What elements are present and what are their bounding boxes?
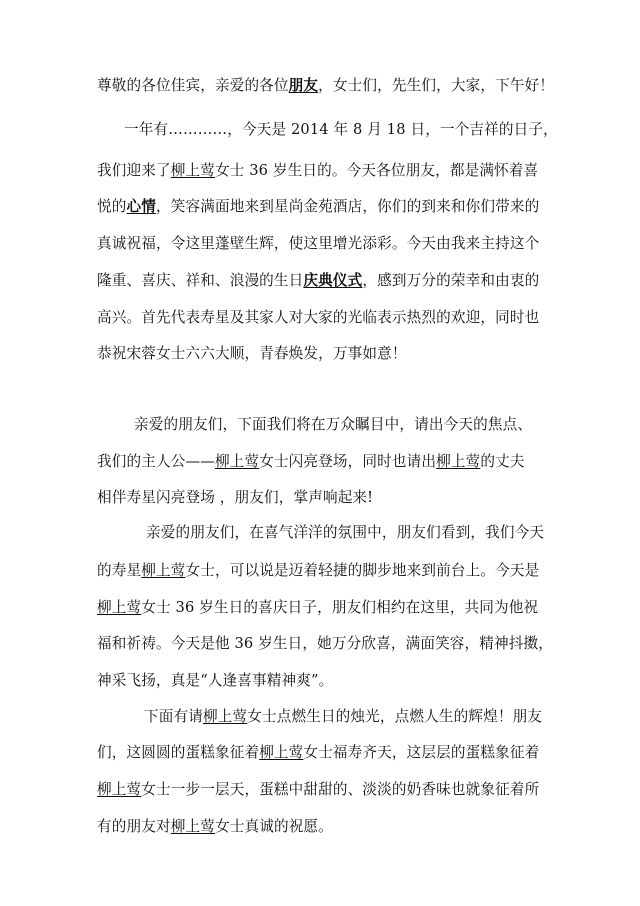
text-run: 悦的 — [97, 198, 127, 215]
text-run: 们，这圆圆的蛋糕象征着 — [97, 744, 260, 761]
text-run: 女士 36 岁生日的喜庆日子，朋友们相约在这里，共同为他祝 — [141, 599, 539, 616]
text-run: 有的朋友对 — [97, 818, 171, 835]
bold-underlined-term: 心情 — [126, 198, 156, 215]
text-run: ，笑容满面地来到星尚金苑酒店，你们的到来和你们带来的 — [156, 198, 540, 215]
text-line — [146, 523, 544, 543]
text-run: ，女士们，先生们，大家，下午好！ — [318, 77, 555, 94]
text-run: 女士闪亮登场，同时也请出 — [259, 453, 437, 470]
text-line — [97, 561, 539, 581]
text-run: 亲爱的朋友们，下面我们将在万众瞩目中，请出今天的焦点、 — [134, 416, 533, 433]
text-run: 的丈夫 — [480, 453, 525, 470]
text-run: 真诚祝福，令这里蓬壁生辉，使这里增光添彩。今天由我来主持这个 — [97, 235, 540, 252]
text-run: 亲爱的朋友们，在喜气洋洋的氛围中，朋友们看到，我们今天 — [146, 524, 545, 541]
underlined-name: 柳上莺 — [97, 781, 142, 798]
underlined-name: 柳上莺 — [141, 562, 186, 579]
underlined-name: 柳上莺 — [202, 708, 248, 725]
text-line — [144, 707, 542, 727]
text-line — [97, 743, 539, 763]
underlined-name: 柳上莺 — [214, 453, 260, 470]
text-line — [97, 634, 553, 654]
text-run: 下面有请 — [144, 708, 203, 725]
text-line — [97, 780, 539, 800]
text-run: 我们的主人公—— — [97, 453, 215, 470]
text-run: 女士 36 岁生日的。今天各位朋友，都是满怀着喜 — [214, 162, 539, 179]
text-line — [124, 120, 558, 140]
underlined-name: 柳上莺 — [97, 599, 142, 616]
text-line — [97, 308, 539, 328]
text-run: 恭祝宋蓉女士六六大顺，青春焕发，万事如意！ — [97, 345, 407, 362]
text-line — [134, 415, 532, 435]
text-line — [97, 271, 539, 291]
text-run: 女士真诚的祝愿。 — [214, 818, 333, 835]
text-run: 一年有…………，今天是 2014 年 8 月 18 日，一个吉祥的日子， — [124, 121, 558, 138]
bold-underlined-term: 庆典仪式 — [303, 272, 363, 289]
underlined-name: 柳上莺 — [436, 453, 481, 470]
text-run: 女士点燃生日的烛光，点燃人生的辉煌！朋友 — [247, 708, 543, 725]
text-run: 相伴寿星闪亮登场 ，朋友们，掌声响起来! — [97, 489, 374, 506]
text-line — [97, 817, 333, 837]
underlined-name: 柳上莺 — [170, 818, 215, 835]
text-run: 女士，可以说是迈着轻捷的脚步地来到前台上。今天是 — [185, 562, 540, 579]
text-run: 的寿星 — [97, 562, 142, 579]
text-line — [97, 161, 538, 181]
text-run: 女士一步一层天，蛋糕中甜甜的、淡淡的奶香味也就象征着所 — [141, 781, 540, 798]
text-run: 女士福寿齐天，这层层的蛋糕象征着 — [303, 744, 540, 761]
text-run: 神采飞扬，真是“人逢喜事精神爽”。 — [97, 672, 334, 689]
bold-underlined-term: 朋友 — [288, 77, 319, 94]
text-line — [97, 76, 554, 96]
text-run: 隆重、喜庆、祥和、浪漫的生日 — [97, 272, 304, 289]
text-run: 福和祈祷。今天是他 36 岁生日，她万分欣喜，满面笑容，精神抖擞， — [97, 635, 554, 652]
text-line — [97, 452, 525, 472]
text-run: ，感到万分的荣幸和由衷的 — [362, 272, 540, 289]
text-line — [97, 488, 373, 508]
text-line — [97, 197, 539, 217]
text-line — [97, 234, 539, 254]
text-run: 尊敬的各位佳宾，亲爱的各位 — [97, 77, 289, 94]
underlined-name: 柳上莺 — [259, 744, 304, 761]
text-line — [97, 598, 538, 618]
text-line — [97, 671, 333, 691]
text-run: 高兴。首先代表寿星及其家人对大家的光临表示热烈的欢迎，同时也 — [97, 309, 540, 326]
underlined-name: 柳上莺 — [170, 162, 215, 179]
text-line — [97, 344, 407, 364]
text-run: 我们迎来了 — [97, 162, 171, 179]
